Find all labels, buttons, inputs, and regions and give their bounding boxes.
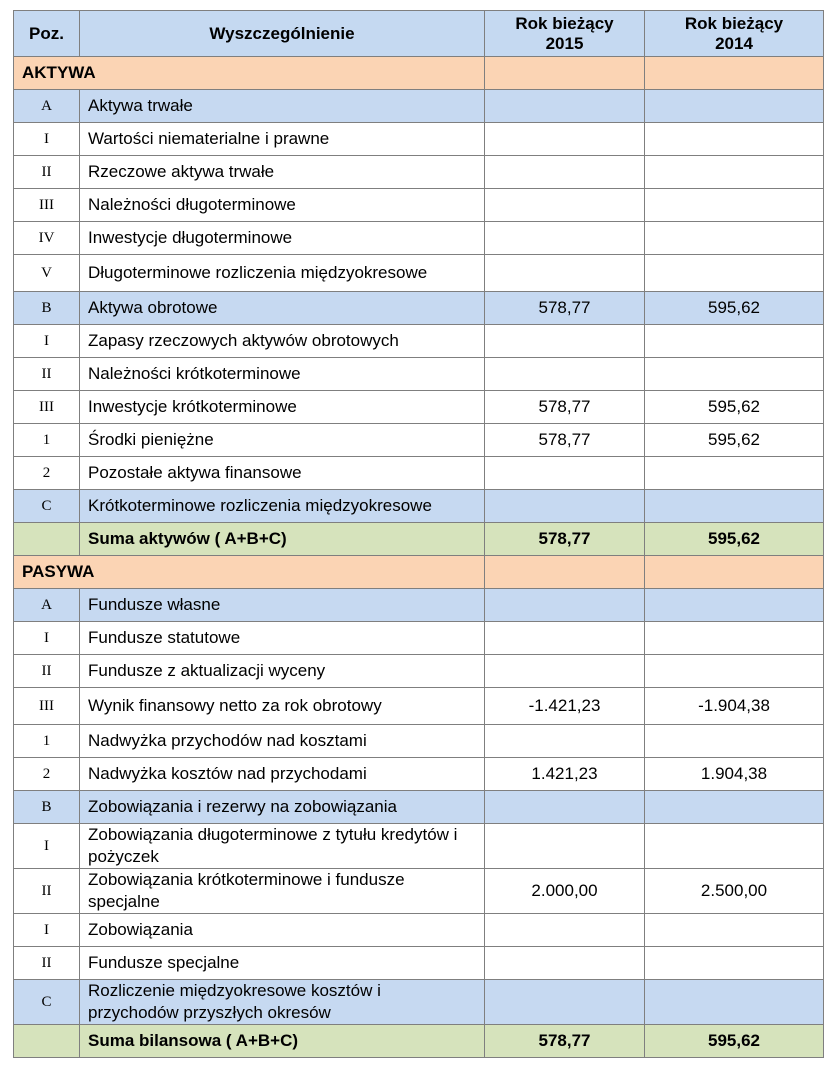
table-row	[14, 457, 824, 490]
row-description: Fundusze statutowe	[80, 622, 485, 655]
table-row	[14, 325, 824, 358]
row-value-2014: 1.904,38	[645, 758, 824, 791]
row-poz: A	[14, 90, 80, 123]
row-description: Krótkoterminowe rozliczenia międzyokresowe	[80, 490, 485, 523]
table-row	[14, 490, 824, 523]
row-value-2015	[485, 358, 645, 391]
row-description: Inwestycje długoterminowe	[80, 222, 485, 255]
row-poz: II	[14, 947, 80, 980]
row-value-2014	[645, 914, 824, 947]
row-value-2014: 595,62	[645, 424, 824, 457]
row-poz: 1	[14, 725, 80, 758]
row-value-2015: -1.421,23	[485, 688, 645, 725]
row-poz: III	[14, 189, 80, 222]
row-poz: I	[14, 325, 80, 358]
table-row	[14, 255, 824, 292]
section-cell	[645, 556, 824, 589]
row-poz: I	[14, 824, 80, 869]
row-value-2014	[645, 358, 824, 391]
row-poz: I	[14, 622, 80, 655]
row-poz: C	[14, 490, 80, 523]
row-value-2014: 595,62	[645, 391, 824, 424]
row-value-2015	[485, 156, 645, 189]
row-value-2014	[645, 490, 824, 523]
header-description: Wyszczególnienie	[80, 11, 485, 57]
table-row	[14, 914, 824, 947]
row-value-2015	[485, 255, 645, 292]
total-row-aktywa	[14, 523, 824, 556]
header-year-2014	[645, 11, 824, 57]
row-description: Środki pieniężne	[80, 424, 485, 457]
row-value-2015	[485, 947, 645, 980]
row-value-2015: 578,77	[485, 292, 645, 325]
row-poz: 2	[14, 758, 80, 791]
total-value-2015: 578,77	[485, 1025, 645, 1058]
row-poz: 2	[14, 457, 80, 490]
table-row	[14, 424, 824, 457]
row-value-2014	[645, 123, 824, 156]
table-row	[14, 189, 824, 222]
header-row	[14, 11, 824, 57]
row-poz: II	[14, 358, 80, 391]
row-value-2015	[485, 325, 645, 358]
total-description: Suma aktywów ( A+B+C)	[80, 523, 485, 556]
row-poz: I	[14, 123, 80, 156]
table-row	[14, 758, 824, 791]
table-row	[14, 824, 824, 869]
table-row	[14, 391, 824, 424]
table-row	[14, 688, 824, 725]
total-poz	[14, 1025, 80, 1058]
row-poz: C	[14, 980, 80, 1025]
header-year-2014-value: 2014	[715, 33, 753, 53]
row-value-2014	[645, 655, 824, 688]
row-value-2014	[645, 90, 824, 123]
table-row	[14, 292, 824, 325]
row-description: Należności krótkoterminowe	[80, 358, 485, 391]
row-description: Wynik finansowy netto za rok obrotowy	[80, 688, 485, 725]
row-description: Rzeczowe aktywa trwałe	[80, 156, 485, 189]
row-value-2015	[485, 725, 645, 758]
row-value-2015	[485, 824, 645, 869]
row-poz: A	[14, 589, 80, 622]
section-row-pasywa	[14, 556, 824, 589]
row-value-2015	[485, 90, 645, 123]
table-row	[14, 222, 824, 255]
table-row	[14, 90, 824, 123]
row-value-2015	[485, 914, 645, 947]
header-year-2015	[485, 11, 645, 57]
total-poz	[14, 523, 80, 556]
table-row	[14, 123, 824, 156]
row-description: Inwestycje krótkoterminowe	[80, 391, 485, 424]
row-value-2014	[645, 980, 824, 1025]
header-year-2015-value: 2015	[545, 33, 584, 53]
row-value-2015: 2.000,00	[485, 869, 645, 914]
row-description: Długoterminowe rozliczenia międzyokresowe	[80, 255, 485, 292]
row-description: Rozliczenie międzyokresowe kosztów i przychodów przyszłych okresów	[80, 980, 485, 1025]
row-description: Zobowiązania i rezerwy na zobowiązania	[80, 791, 485, 824]
row-value-2015: 578,77	[485, 424, 645, 457]
row-value-2014	[645, 457, 824, 490]
section-cell	[485, 556, 645, 589]
row-value-2015	[485, 655, 645, 688]
row-description: Zobowiązania długoterminowe z tytułu kredytów i pożyczek	[80, 824, 485, 869]
row-poz: B	[14, 791, 80, 824]
total-value-2014: 595,62	[645, 1025, 824, 1058]
row-value-2015	[485, 791, 645, 824]
row-description: Zobowiązania	[80, 914, 485, 947]
row-value-2015	[485, 189, 645, 222]
row-value-2014: 595,62	[645, 292, 824, 325]
row-description: Fundusze z aktualizacji wyceny	[80, 655, 485, 688]
row-description: Aktywa obrotowe	[80, 292, 485, 325]
row-description: Fundusze specjalne	[80, 947, 485, 980]
row-value-2015	[485, 490, 645, 523]
table-row	[14, 791, 824, 824]
total-description: Suma bilansowa ( A+B+C)	[80, 1025, 485, 1058]
row-description: Zobowiązania krótkoterminowe i fundusze specjalne	[80, 869, 485, 914]
row-description: Pozostałe aktywa finansowe	[80, 457, 485, 490]
row-value-2014	[645, 824, 824, 869]
table-row	[14, 947, 824, 980]
row-value-2014	[645, 725, 824, 758]
section-title-aktywa: AKTYWA	[14, 57, 485, 90]
row-value-2014	[645, 189, 824, 222]
row-value-2014: -1.904,38	[645, 688, 824, 725]
row-poz: III	[14, 391, 80, 424]
section-row-aktywa	[14, 57, 824, 90]
section-cell	[645, 57, 824, 90]
table-row	[14, 622, 824, 655]
row-poz: II	[14, 869, 80, 914]
total-value-2014: 595,62	[645, 523, 824, 556]
header-poz: Poz.	[14, 11, 80, 57]
section-cell	[485, 57, 645, 90]
row-poz: II	[14, 655, 80, 688]
table-row	[14, 655, 824, 688]
row-description: Nadwyżka przychodów nad kosztami	[80, 725, 485, 758]
table-row	[14, 358, 824, 391]
row-value-2014: 2.500,00	[645, 869, 824, 914]
row-value-2014	[645, 325, 824, 358]
table-row	[14, 980, 824, 1025]
row-value-2014	[645, 589, 824, 622]
section-title-pasywa: PASYWA	[14, 556, 485, 589]
row-value-2015	[485, 457, 645, 490]
table-row	[14, 869, 824, 914]
row-poz: V	[14, 255, 80, 292]
row-description: Aktywa trwałe	[80, 90, 485, 123]
table-row	[14, 589, 824, 622]
row-value-2014	[645, 156, 824, 189]
row-description: Nadwyżka kosztów nad przychodami	[80, 758, 485, 791]
balance-sheet-table	[13, 10, 824, 1058]
row-value-2015	[485, 980, 645, 1025]
row-poz: IV	[14, 222, 80, 255]
table-row	[14, 156, 824, 189]
row-description: Fundusze własne	[80, 589, 485, 622]
row-value-2015	[485, 589, 645, 622]
row-poz: III	[14, 688, 80, 725]
row-poz: B	[14, 292, 80, 325]
row-value-2014	[645, 622, 824, 655]
row-description: Należności długoterminowe	[80, 189, 485, 222]
row-value-2014	[645, 222, 824, 255]
table-row	[14, 725, 824, 758]
row-value-2015	[485, 123, 645, 156]
row-poz: 1	[14, 424, 80, 457]
row-value-2014	[645, 947, 824, 980]
header-year-2015-label: Rok bieżący	[515, 13, 614, 33]
row-value-2015	[485, 622, 645, 655]
row-description: Wartości niematerialne i prawne	[80, 123, 485, 156]
row-description: Zapasy rzeczowych aktywów obrotowych	[80, 325, 485, 358]
row-poz: II	[14, 156, 80, 189]
total-value-2015: 578,77	[485, 523, 645, 556]
row-value-2015	[485, 222, 645, 255]
row-value-2015: 1.421,23	[485, 758, 645, 791]
row-poz: I	[14, 914, 80, 947]
row-value-2015: 578,77	[485, 391, 645, 424]
row-value-2014	[645, 791, 824, 824]
total-row-pasywa	[14, 1025, 824, 1058]
row-value-2014	[645, 255, 824, 292]
header-year-2014-label: Rok bieżący	[684, 13, 784, 33]
